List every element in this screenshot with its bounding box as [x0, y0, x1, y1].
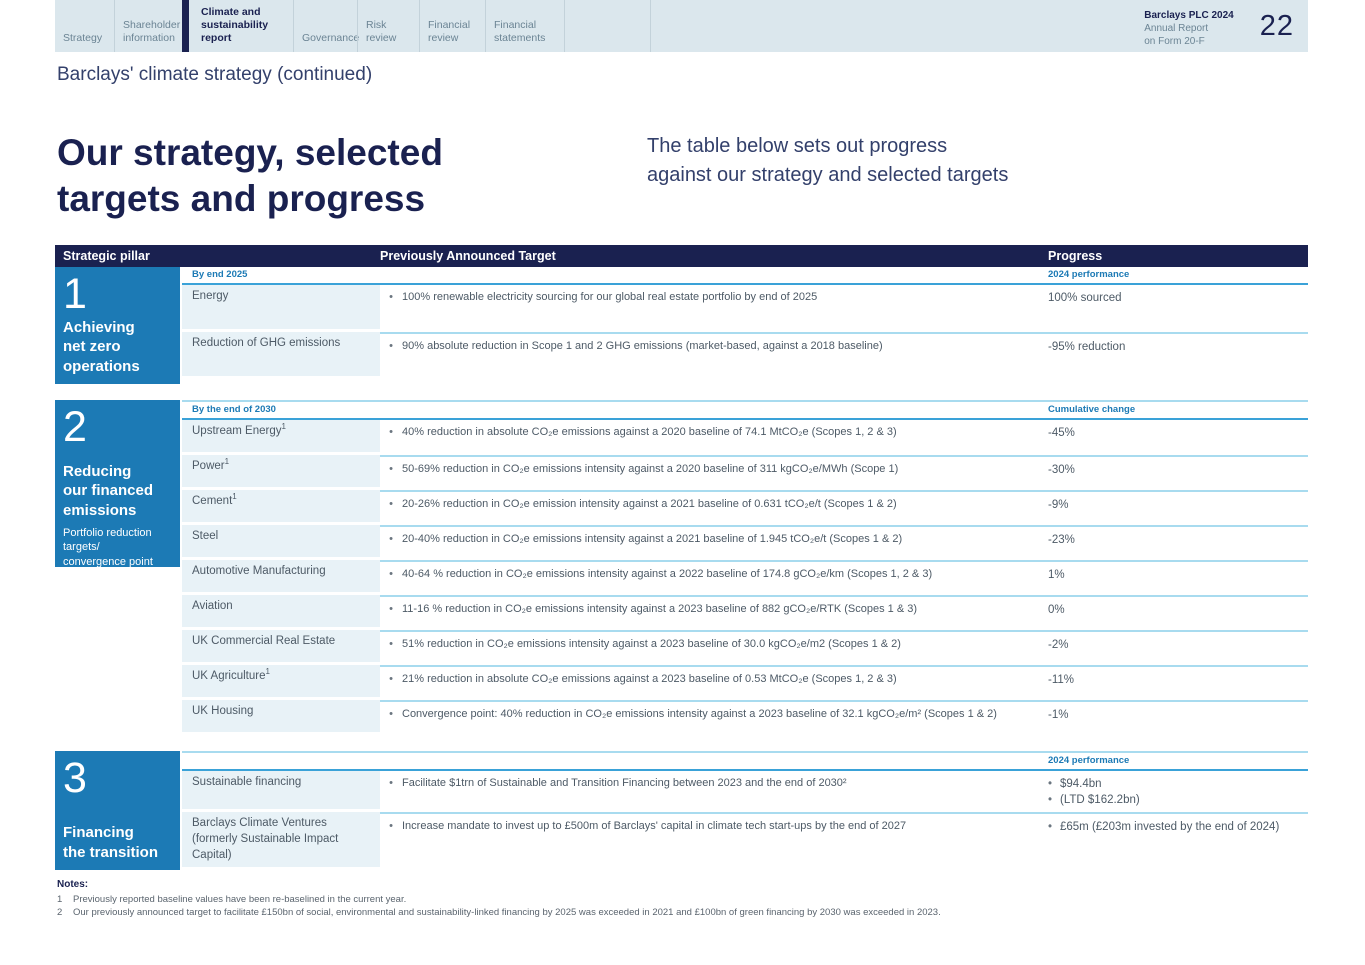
- subheader-right: 2024 performance: [1048, 268, 1130, 280]
- bullet-icon: •: [389, 463, 393, 476]
- progress-value: -1%: [1048, 709, 1069, 722]
- notes: [57, 878, 1365, 920]
- bullet-icon: •: [389, 708, 393, 721]
- subheader-left: By end 2025: [192, 268, 248, 280]
- note-text: Previously reported baseline values have been re-baselined in the current year.: [73, 893, 407, 905]
- row-progress: [1040, 332, 1308, 379]
- pillar-cell-3: [55, 751, 180, 870]
- note-text: Our previously announced target to facilitate £150bn of social, environmental and sustainability-linked financing by 2025 was exceeded in 2021 and £100bn of green financing by 2030 was exceeded in 2023.: [73, 907, 941, 919]
- target-text: 20-26% reduction in CO₂e emission intensity against a 2021 baseline of 0.631 tCO₂e/t (Scopes 1 & 2): [402, 498, 897, 511]
- target-text: 100% renewable electricity sourcing for our global real estate portfolio by end of 2025: [402, 290, 818, 303]
- table-row-automotive-manufacturing: [182, 560, 1308, 595]
- table-row-uk-commercial-real-estate: [182, 630, 1308, 665]
- footnote-reference: 1: [265, 667, 270, 677]
- pillar-title: [63, 318, 170, 377]
- intro-line2: against our strategy and selected targets: [647, 164, 1009, 186]
- target-text: 40-64 % reduction in CO₂e emissions intensity against a 2022 baseline of 174.8 gCO₂e/km (Scopes 1, 2 & 3): [402, 568, 933, 581]
- table-row-energy: [182, 285, 1308, 332]
- nav-tabs: [55, 0, 564, 52]
- row-target: [380, 455, 1040, 490]
- table-row-uk-housing: [182, 700, 1308, 735]
- progress-value: £65m (£203m invested by the end of 2024): [1060, 821, 1280, 834]
- pillar-subtitle-line: targets/: [63, 541, 100, 554]
- target-text: Facilitate $1trn of Sustainable and Transition Financing between 2023 and the end of 2030²: [402, 777, 847, 790]
- tab-label: Climate and sustainability report: [201, 5, 269, 44]
- col-progress: Progress: [1048, 248, 1103, 263]
- section-subheader: [182, 400, 1308, 420]
- bullet-icon: •: [389, 498, 393, 511]
- table-row-barclays-climate-ventures-formerly-sustainable-impact-capital: [182, 812, 1308, 870]
- note-number: 1: [57, 893, 63, 905]
- target-text: 40% reduction in absolute CO₂e emissions against a 2020 baseline of 74.1 MtCO₂e (Scopes 1, 2 & 3): [402, 426, 897, 439]
- footnote-reference: 1: [232, 492, 237, 502]
- tab-financial-review[interactable]: [419, 0, 485, 52]
- target-text: Increase mandate to invest up to £500m of Barclays' capital in climate tech start-ups by the end of 2027: [402, 820, 907, 833]
- bullet-icon: •: [389, 673, 393, 686]
- row-label: Reduction of GHG emissions: [182, 332, 380, 376]
- target-text: Convergence point: 40% reduction in CO₂e emissions intensity against a 2023 baseline of 32.1 kgCO₂e/m² (Scopes 1 & 2): [402, 708, 997, 721]
- title-row: [57, 130, 1365, 223]
- pillar-number: 2: [63, 403, 87, 452]
- row-label: Barclays Climate Ventures (formerly Sustainable Impact Capital): [182, 812, 380, 867]
- row-target: [380, 332, 1040, 379]
- note-number: 2: [57, 907, 63, 919]
- row-label: UK Commercial Real Estate: [182, 630, 380, 662]
- row-progress: [1040, 700, 1308, 735]
- pillar-title-line: our financed: [63, 482, 154, 500]
- progress-value: $94.4bn: [1060, 778, 1102, 791]
- section-content: [182, 751, 1308, 870]
- tab-label: Shareholder information: [123, 18, 181, 44]
- row-target: [380, 812, 1040, 870]
- top-nav-band: [55, 0, 1308, 52]
- page-title: [57, 130, 647, 223]
- row-target: [380, 665, 1040, 700]
- table-row-steel: [182, 525, 1308, 560]
- pillar-section-2: [55, 400, 1308, 735]
- bullet-icon: •: [389, 820, 393, 833]
- footnote-reference: 1: [281, 422, 286, 432]
- progress-line: [1048, 776, 1308, 792]
- subheader-left: [182, 755, 1040, 766]
- section-subheader: [182, 751, 1308, 771]
- row-progress: [1040, 560, 1308, 595]
- row-progress: [1040, 455, 1308, 490]
- bullet-icon: •: [389, 603, 393, 616]
- row-target: [380, 285, 1040, 332]
- table-header: [55, 245, 1308, 267]
- report-info: [1144, 5, 1234, 48]
- report-subtitle-2: on Form 20-F: [1144, 35, 1205, 47]
- pillar-title-line: Reducing: [63, 462, 132, 480]
- pillar-section-1: [55, 267, 1308, 385]
- target-text: 20-40% reduction in CO₂e emissions intensity against a 2021 baseline of 1.945 tCO₂e/t (Scopes 1 & 2): [402, 533, 903, 546]
- target-text: 21% reduction in absolute CO₂e emissions against a 2023 baseline of 0.53 MtCO₂e (Scopes 1, 2 & 3): [402, 673, 897, 686]
- row-progress: [1040, 630, 1308, 665]
- row-label: Aviation: [182, 595, 380, 627]
- col-strategic-pillar: Strategic pillar: [63, 248, 150, 263]
- pillar-subtitle: [63, 526, 170, 569]
- row-progress: [1040, 812, 1308, 870]
- row-progress: [1040, 420, 1308, 455]
- row-progress: [1040, 285, 1308, 332]
- tab-shareholder-information[interactable]: [114, 0, 182, 52]
- note-item: [57, 906, 1365, 920]
- notes-list: [57, 893, 1365, 921]
- row-target: [380, 595, 1040, 630]
- section-content: [182, 400, 1308, 735]
- col-previously-announced-target: Previously Announced Target: [380, 248, 556, 263]
- bullet-icon: •: [389, 426, 393, 439]
- pillar-cell-1: [55, 267, 180, 385]
- row-label: Sustainable financing: [182, 771, 380, 809]
- page-title-line2: targets and progress: [57, 178, 426, 220]
- progress-line: [1048, 792, 1308, 808]
- section-content: [182, 267, 1308, 385]
- progress-value: -11%: [1048, 674, 1074, 687]
- progress-value: -45%: [1048, 427, 1075, 440]
- progress-value: -9%: [1048, 499, 1069, 512]
- row-label: UK Housing: [182, 700, 380, 732]
- subheader-right: Cumulative change: [1048, 404, 1136, 416]
- target-text: 90% absolute reduction in Scope 1 and 2 GHG emissions (market-based, against a 2018 baseline): [402, 339, 883, 352]
- bullet-icon: •: [389, 638, 393, 651]
- tab-governance[interactable]: [293, 0, 360, 52]
- report-subtitle-1: Annual Report: [1144, 22, 1209, 34]
- tab-strategy[interactable]: [55, 0, 114, 52]
- row-progress: [1040, 595, 1308, 630]
- row-label: Automotive Manufacturing: [182, 560, 380, 592]
- row-progress: [1040, 490, 1308, 525]
- tab-label: Financial review: [428, 18, 471, 44]
- note-item: [57, 893, 1365, 907]
- pillar-title: [63, 823, 170, 862]
- tab-climate-and-sustainability-report[interactable]: [182, 0, 293, 52]
- pillar-title-line: operations: [63, 357, 140, 375]
- tab-label: Risk review: [366, 18, 397, 44]
- row-target: [380, 630, 1040, 665]
- row-label: Energy: [182, 285, 380, 329]
- row-label: Upstream Energy$^1$: [182, 420, 380, 452]
- pillar-section-3: [55, 751, 1308, 870]
- intro-line1: The table below sets out progress: [647, 135, 948, 157]
- table-body: [55, 267, 1308, 871]
- report-title: Barclays PLC 2024: [1144, 9, 1234, 21]
- subheader-left: By the end of 2030: [192, 404, 276, 416]
- row-target: [380, 700, 1040, 735]
- bullet-icon: •: [389, 533, 393, 546]
- row-label: Power$^1$: [182, 455, 380, 487]
- tab-label: Financial statements: [494, 18, 546, 44]
- footnote-reference: 1: [224, 457, 230, 467]
- progress-value: -2%: [1048, 639, 1069, 652]
- tab-financial-statements[interactable]: [485, 0, 564, 52]
- nav-right: [1144, 0, 1308, 52]
- row-progress: [1040, 525, 1308, 560]
- pillar-title-line: Achieving: [63, 318, 135, 336]
- subheader-right: 2024 performance: [1048, 755, 1130, 767]
- target-text: 51% reduction in CO₂e emissions intensity against a 2023 baseline of 30.0 kgCO₂e/m2 (Scopes 1 & 2): [402, 638, 901, 651]
- bullet-icon: •: [389, 568, 393, 581]
- bullet-icon: •: [1048, 778, 1053, 791]
- progress-value: 1%: [1048, 569, 1065, 582]
- pillar-title-line: net zero: [63, 338, 121, 356]
- progress-value: 0%: [1048, 604, 1065, 617]
- row-target: [380, 771, 1040, 812]
- page-number: 22: [1259, 9, 1294, 42]
- row-label: Cement$^1$: [182, 490, 380, 522]
- progress-value: -95% reduction: [1048, 340, 1126, 353]
- progress-value: 100% sourced: [1048, 291, 1122, 304]
- row-target: [380, 525, 1040, 560]
- target-text: 50-69% reduction in CO₂e emissions intensity against a 2020 baseline of 311 kgCO₂e/MWh (Scope 1): [402, 463, 899, 476]
- pillar-cell-2: [55, 400, 180, 567]
- section-subheader: [182, 267, 1308, 285]
- pillar-number: 3: [63, 754, 87, 803]
- pillar-number: 1: [63, 269, 87, 318]
- progress-value: -30%: [1048, 464, 1075, 477]
- row-label: Steel: [182, 525, 380, 557]
- bullet-icon: •: [1048, 794, 1053, 807]
- pillar-subtitle-line: Portfolio reduction: [63, 527, 152, 540]
- pillar-title-line: the transition: [63, 843, 159, 861]
- row-progress: [1040, 665, 1308, 700]
- progress-line: [1048, 819, 1308, 835]
- table-row-uk-agriculture: [182, 665, 1308, 700]
- tab-label: Governance: [302, 31, 360, 44]
- tab-risk-review[interactable]: [357, 0, 419, 52]
- bullet-icon: •: [389, 777, 393, 790]
- tab-label: Strategy: [63, 31, 103, 44]
- table-row-upstream-energy: [182, 420, 1308, 455]
- row-target: [380, 420, 1040, 455]
- progress-table: [55, 245, 1308, 871]
- pillar-title-line: emissions: [63, 501, 137, 519]
- pillar-title: [63, 462, 170, 521]
- target-text: 11-16 % reduction in CO₂e emissions intensity against a 2023 baseline of 882 gCO₂e/RTK (Scopes 1 & 3): [402, 603, 918, 616]
- progress-value: (LTD $162.2bn): [1060, 794, 1140, 807]
- table-row-reduction-of-ghg-emissions: [182, 332, 1308, 379]
- row-target: [380, 490, 1040, 525]
- pillar-title-line: Financing: [63, 824, 134, 842]
- nav-filler: [650, 0, 1144, 52]
- page-title-line1: Our strategy, selected: [57, 132, 443, 173]
- row-label: UK Agriculture$^1$: [182, 665, 380, 697]
- table-row-aviation: [182, 595, 1308, 630]
- notes-title: Notes:: [57, 879, 89, 891]
- bullet-icon: •: [389, 290, 393, 303]
- table-row-sustainable-financing: [182, 771, 1308, 812]
- intro-text: [647, 130, 1008, 223]
- nav-empty-cell: [564, 0, 650, 52]
- table-row-power: [182, 455, 1308, 490]
- active-tab-indicator: [182, 0, 189, 52]
- progress-value: -23%: [1048, 534, 1075, 547]
- bullet-icon: •: [389, 339, 393, 352]
- table-row-cement: [182, 490, 1308, 525]
- bullet-icon: •: [1048, 821, 1053, 834]
- row-target: [380, 560, 1040, 595]
- row-progress: [1040, 771, 1308, 812]
- chapter-title: Barclays' climate strategy (continued): [57, 64, 373, 85]
- pillar-subtitle-line: convergence point: [63, 555, 153, 568]
